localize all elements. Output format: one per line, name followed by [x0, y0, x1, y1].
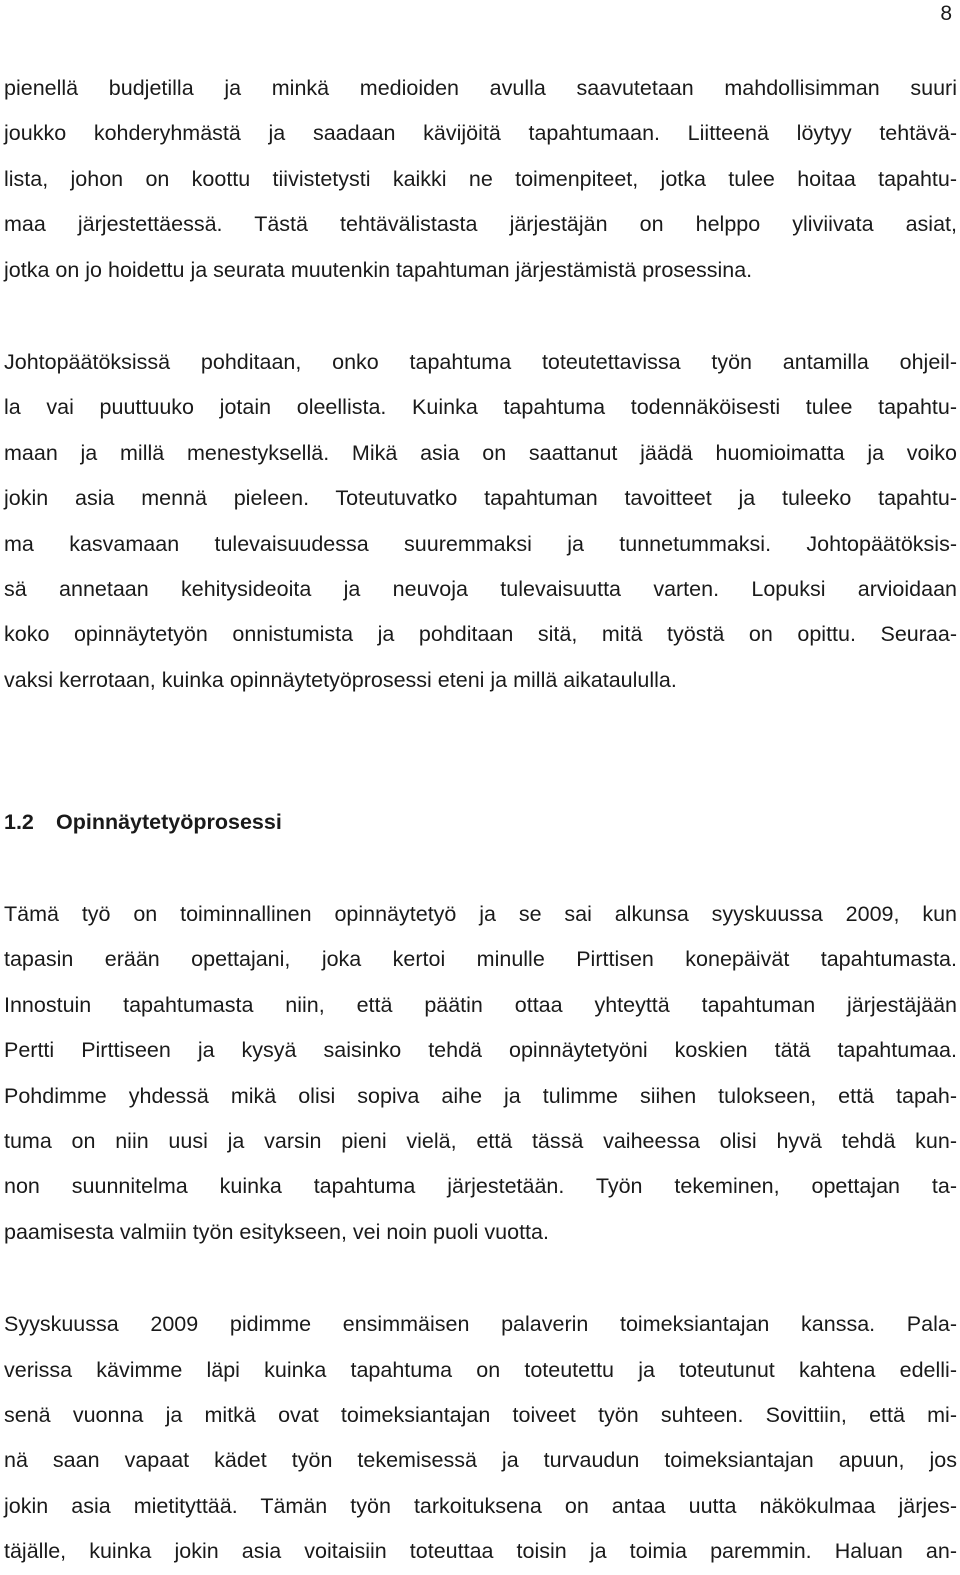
- text-line: Johtopäätöksissä pohditaan, onko tapahtuma toteutettavissa työn antamilla ohjeil-: [4, 349, 957, 374]
- text-line: la vai puuttuuko jotain oleellista. Kuinka tapahtuma todennäköisesti tulee tapahtu-: [4, 395, 957, 420]
- page-number: 8: [940, 2, 952, 25]
- document-body: [4, 66, 957, 1575]
- text-line: joukko kohderyhmästä ja saadaan kävijöitä tapahtumaan. Liitteenä löytyy tehtävä-: [4, 121, 957, 146]
- paragraph-gap: [4, 293, 957, 340]
- text-line: lista, johon on koottu tiivistetysti kaikki ne toimenpiteet, jotka tulee hoitaa tapahtu-: [4, 166, 957, 191]
- text-line: Tämä työ on toiminnallinen opinnäytetyö ja se sai alkunsa syyskuussa 2009, kun: [4, 902, 957, 927]
- text-line: ma kasvamaan tulevaisuudessa suuremmaksi ja tunnetummaksi. Johtopäätöksis-: [4, 531, 957, 556]
- text-line: tapasin erään opettajani, joka kertoi minulle Pirttisen konepäivät tapahtumasta.: [4, 947, 957, 972]
- text-line: nä saan vapaat kädet työn tekemisessä ja turvaudun toimeksiantajan apuun, jos: [4, 1448, 957, 1473]
- text-line: senä vuonna ja mitkä ovat toimeksiantajan toiveet työn suhteen. Sovittiin, että mi-: [4, 1402, 957, 1427]
- paragraph-process-1: [4, 892, 957, 1255]
- text-line: jokin asia mennä pieleen. Toteutuvatko tapahtuman tavoitteet ja tuleeko tapahtu-: [4, 486, 957, 511]
- section-heading: [4, 800, 957, 845]
- paragraph-gap: [4, 1255, 957, 1302]
- text-line: Pertti Pirttiseen ja kysyä saisinko tehdä opinnäytetyöni koskien tätä tapahtumaa.: [4, 1038, 957, 1063]
- paragraph-process-2: [4, 1302, 957, 1574]
- paragraph-intro-1: [4, 66, 957, 293]
- text-line: Pohdimme yhdessä mikä olisi sopiva aihe ja tulimme siihen tulokseen, että tapah-: [4, 1083, 957, 1108]
- text-line: tuma on niin uusi ja varsin pieni vielä, että tässä vaiheessa olisi hyvä tehdä kun-: [4, 1129, 957, 1154]
- text-line: Innostuin tapahtumasta niin, että päätin ottaa yhteyttä tapahtuman järjestäjään: [4, 992, 957, 1017]
- text-line: paamisesta valmiin työn esitykseen, vei noin puoli vuotta.: [4, 1219, 549, 1244]
- text-line: koko opinnäytetyön onnistumista ja pohditaan sitä, mitä työstä on opittu. Seuraa-: [4, 622, 957, 647]
- text-line: verissa kävimme läpi kuinka tapahtuma on toteutettu ja toteutunut kahtena edelli-: [4, 1357, 957, 1382]
- text-line: pienellä budjetilla ja minkä medioiden avulla saavutetaan mahdollisimman suuri: [4, 76, 957, 100]
- text-line: vaksi kerrotaan, kuinka opinnäytetyöprosessi eteni ja millä aikataululla.: [4, 667, 677, 692]
- text-line: maan ja millä menestyksellä. Mikä asia on saattanut jäädä huomioimatta ja voiko: [4, 440, 957, 465]
- text-line: jokin asia mietityttää. Tämän työn tarkoituksena on antaa uutta näkökulmaa järjes-: [4, 1493, 957, 1518]
- text-line: jotka on jo hoidettu ja seurata muutenkin tapahtuman järjestämistä prosessina.: [4, 257, 753, 282]
- paragraph-intro-2: [4, 340, 957, 703]
- section-number: 1.2: [4, 810, 34, 835]
- text-line: maa järjestettäessä. Tästä tehtävälistasta järjestäjän on helppo yliviivata asiat,: [4, 212, 957, 237]
- text-line: sä annetaan kehitysideoita ja neuvoja tulevaisuutta varten. Lopuksi arvioidaan: [4, 576, 957, 601]
- text-line: Syyskuussa 2009 pidimme ensimmäisen palaverin toimeksiantajan kanssa. Pala-: [4, 1312, 957, 1337]
- text-line: non suunnitelma kuinka tapahtuma järjestetään. Työn tekeminen, opettajan ta-: [4, 1174, 957, 1199]
- section-gap: [4, 703, 957, 800]
- text-line: täjälle, kuinka jokin asia voitaisiin toteuttaa toisin ja toimia paremmin. Haluan an-: [4, 1539, 957, 1564]
- section-title: Opinnäytetyöprosessi: [56, 810, 282, 835]
- heading-gap: [4, 845, 957, 892]
